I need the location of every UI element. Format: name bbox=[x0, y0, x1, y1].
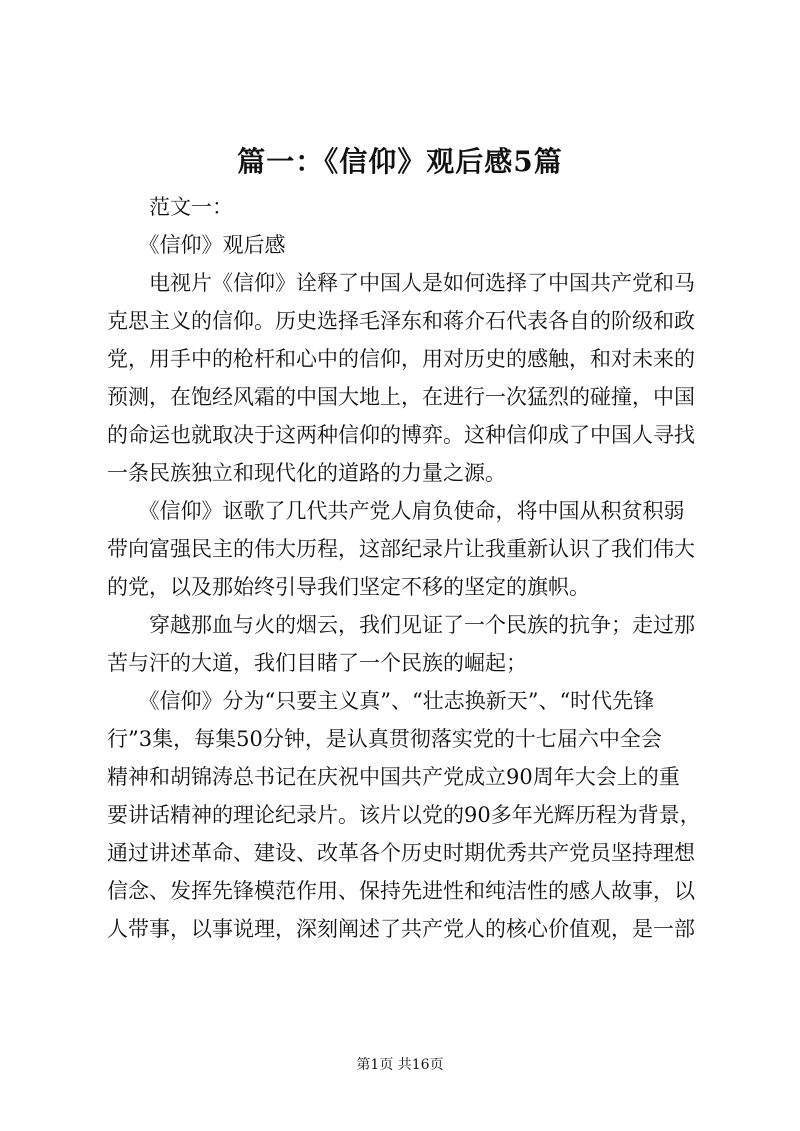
text-line: 通过讲述革命、建设、改革各个历史时期优秀共产党员坚持理想 bbox=[107, 841, 695, 865]
text-line: 精神和胡锦涛总书记在庆祝中国共产党成立90周年大会上的重 bbox=[107, 765, 680, 789]
text-line: 《信仰》观后感 bbox=[107, 233, 286, 257]
text-line: 的命运也就取决于这两种信仰的博弈。这种信仰成了中国人寻找 bbox=[107, 423, 695, 447]
text-line: 穿越那血与火的烟云，我们见证了一个民族的抗争；走过那 bbox=[107, 613, 695, 637]
text-line: 范文一： bbox=[107, 195, 233, 219]
text-line: 行”3集，每集50分钟，是认真贯彻落实党的十七届六中全会 bbox=[107, 727, 662, 751]
text-line: 《信仰》讴歌了几代共产党人肩负使命，将中国从积贫积弱 bbox=[107, 499, 685, 523]
text-line: 克思主义的信仰。历史选择毛泽东和蒋介石代表各自的阶级和政 bbox=[107, 309, 695, 333]
text-line: 电视片《信仰》诠释了中国人是如何选择了中国共产党和马 bbox=[107, 271, 695, 295]
body-text bbox=[107, 188, 707, 948]
text-line: 预测，在饱经风霜的中国大地上，在进行一次猛烈的碰撞，中国 bbox=[107, 385, 695, 409]
text-line: 一条民族独立和现代化的道路的力量之源。 bbox=[107, 461, 506, 485]
text-line: 人带事，以事说理，深刻阐述了共产党人的核心价值观，是一部 bbox=[107, 917, 695, 941]
text-line: 党，用手中的枪杆和心中的信仰，用对历史的感触，和对未来的 bbox=[107, 347, 695, 371]
text-line: 信念、发挥先锋模范作用、保持先进性和纯洁性的感人故事，以 bbox=[107, 879, 695, 903]
text-line: 《信仰》分为“只要主义真”、“壮志换新天”、“时代先锋 bbox=[107, 689, 655, 713]
text-line: 带向富强民主的伟大历程，这部纪录片让我重新认识了我们伟大 bbox=[107, 537, 695, 561]
page-footer: 第1页 共16页 bbox=[356, 1057, 444, 1073]
page-title: 篇一：《信仰》观后感5篇 bbox=[237, 145, 563, 178]
text-line: 要讲话精神的理论纪录片。该片以党的90多年光辉历程为背景， bbox=[107, 803, 701, 827]
text-line: 的党，以及那始终引导我们坚定不移的坚定的旗帜。 bbox=[107, 575, 590, 599]
text-line: 苦与汗的大道，我们目睹了一个民族的崛起； bbox=[107, 651, 527, 675]
